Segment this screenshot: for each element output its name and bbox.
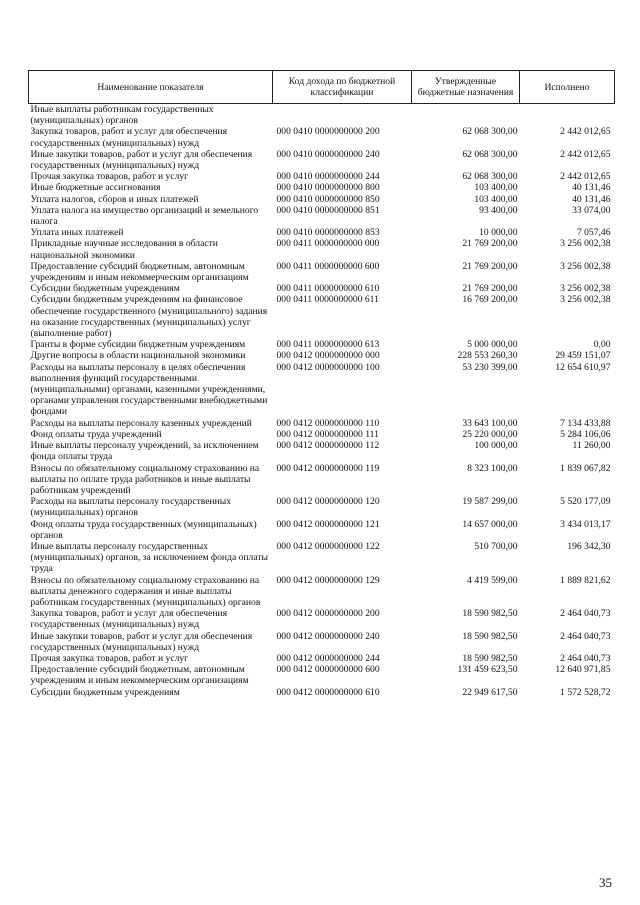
row-approved-amount: 21 769 200,00 <box>462 283 518 295</box>
row-classification-code: 000 0411 0000000000 610 <box>276 283 380 295</box>
row-indicator-name: Уплата налога на имущество организаций и земельного налога <box>30 204 259 228</box>
row-classification-code <box>273 104 412 127</box>
row-approved-amount: 22 949 617,50 <box>462 686 518 698</box>
table-row <box>29 149 615 171</box>
table-body <box>29 104 615 698</box>
table-row <box>29 463 615 497</box>
row-executed-amount: 33 074,00 <box>572 204 611 216</box>
row-executed-amount: 2 464 040,73 <box>560 608 611 620</box>
table-row <box>29 429 615 440</box>
table-row <box>29 664 615 686</box>
table-row <box>29 362 615 418</box>
row-indicator-name: Закупка товаров, работ и услуг для обеспечения государственных (муниципальных) нужд <box>30 126 228 149</box>
row-approved-amount: 510 700,00 <box>474 540 518 552</box>
table-row <box>29 608 615 630</box>
row-indicator-name: Предоставление субсидий бюджетным, автономным учреждениям и иным некоммерческим организациям <box>30 664 249 687</box>
row-classification-code: 000 0412 0000000000 244 <box>276 652 380 664</box>
row-executed-amount: 1 889 821,62 <box>560 574 611 586</box>
row-classification-code: 000 0412 0000000000 129 <box>276 574 380 586</box>
row-classification-code: 000 0412 0000000000 000 <box>276 350 380 362</box>
row-approved-amount: 100 000,00 <box>474 440 518 452</box>
row-approved-amount: 4 419 599,00 <box>467 574 518 586</box>
table-row <box>29 541 615 575</box>
row-approved-amount: 18 590 982,50 <box>462 652 518 664</box>
table-row <box>29 339 615 350</box>
row-executed-amount: 29 459 151,07 <box>555 350 611 362</box>
row-indicator-name: Иные выплаты персоналу государственных (муниципальных) органов, за исключением фонда оплаты труда <box>30 540 268 575</box>
row-executed-amount: 3 256 002,38 <box>560 260 611 272</box>
table-row <box>29 261 615 283</box>
row-classification-code: 000 0410 0000000000 851 <box>276 204 380 216</box>
row-indicator-name: Иные закупки товаров, работ и услуг для обеспечения государственных (муниципальных) нужд <box>30 630 253 653</box>
table-row <box>29 104 615 127</box>
row-executed-amount: 2 464 040,73 <box>560 652 611 664</box>
row-approved-amount: 14 657 000,00 <box>462 518 518 530</box>
row-executed-amount: 40 131,46 <box>572 182 611 194</box>
row-indicator-name: Расходы на выплаты персоналу казенных учреждений <box>30 417 252 429</box>
row-indicator-name: Уплата иных платежей <box>30 227 124 239</box>
row-classification-code: 000 0410 0000000000 200 <box>276 126 380 138</box>
row-approved-amount: 21 769 200,00 <box>462 238 518 250</box>
row-indicator-name: Предоставление субсидий бюджетным, автономным учреждениям и иным некоммерческим организациям <box>30 260 249 284</box>
row-approved-amount <box>412 104 520 127</box>
table-row <box>29 653 615 664</box>
table-row <box>29 171 615 182</box>
table-row <box>29 227 615 238</box>
row-classification-code: 000 0410 0000000000 853 <box>276 227 380 239</box>
row-executed-amount: 3 256 002,38 <box>560 283 611 295</box>
row-classification-code: 000 0412 0000000000 200 <box>276 608 380 620</box>
row-indicator-name: Субсидии бюджетным учреждениям на финансовое обеспечение государственного (муниципального) задания на оказание государственных (муниципальных) услуг (выполнение работ) <box>30 294 268 340</box>
row-classification-code: 000 0411 0000000000 611 <box>276 294 379 306</box>
row-executed-amount: 40 131,46 <box>572 193 611 205</box>
row-classification-code: 000 0410 0000000000 800 <box>276 182 380 194</box>
row-classification-code: 000 0410 0000000000 850 <box>276 193 380 205</box>
row-executed-amount: 5 520 177,09 <box>560 496 611 508</box>
header-executed: Исполнено <box>520 71 615 104</box>
row-approved-amount: 25 220 000,00 <box>462 428 518 440</box>
row-classification-code: 000 0410 0000000000 244 <box>276 171 380 183</box>
row-classification-code: 000 0412 0000000000 119 <box>276 462 380 474</box>
row-executed-amount: 1 572 528,72 <box>560 686 611 698</box>
header-approved-budget: Утвержденные бюджетные назначения <box>412 71 520 104</box>
row-classification-code: 000 0411 0000000000 600 <box>276 260 380 272</box>
row-indicator-name: Прикладные научные исследования в области национальной экономики <box>30 238 218 261</box>
row-indicator-name: Уплата налогов, сборов и иных платежей <box>30 193 199 205</box>
row-classification-code: 000 0412 0000000000 610 <box>276 686 380 698</box>
row-approved-amount: 53 230 399,00 <box>462 361 518 373</box>
row-classification-code: 000 0412 0000000000 120 <box>276 496 380 508</box>
table-header <box>29 71 615 104</box>
row-approved-amount: 62 068 300,00 <box>462 171 518 183</box>
row-classification-code: 000 0412 0000000000 122 <box>276 540 380 552</box>
row-approved-amount: 33 643 100,00 <box>462 417 518 429</box>
table-row <box>29 238 615 260</box>
row-indicator-name: Взносы по обязательному социальному страхованию на выплаты денежного содержания и иные выплаты работникам государственных (муниципальных) органов <box>30 574 261 608</box>
table-row <box>29 283 615 294</box>
row-executed-amount: 0,00 <box>593 339 611 351</box>
header-indicator-name: Наименование показателя <box>29 71 273 104</box>
row-approved-amount: 62 068 300,00 <box>462 126 518 138</box>
row-classification-code: 000 0410 0000000000 240 <box>276 148 380 160</box>
row-indicator-name: Иные выплаты персоналу учреждений, за исключением фонда оплаты труда <box>30 440 259 463</box>
row-approved-amount: 10 000,00 <box>479 227 518 239</box>
row-executed-amount: 196 342,30 <box>567 540 611 552</box>
row-executed-amount: 2 442 012,65 <box>560 126 611 138</box>
row-indicator-name: Закупка товаров, работ и услуг для обеспечения государственных (муниципальных) нужд <box>30 608 228 631</box>
table-row <box>29 294 615 339</box>
row-classification-code: 000 0412 0000000000 112 <box>276 440 380 452</box>
row-indicator-name: Иные закупки товаров, работ и услуг для обеспечения государственных (муниципальных) нужд <box>30 148 253 172</box>
row-indicator-name: Прочая закупка товаров, работ и услуг <box>30 171 189 183</box>
row-classification-code: 000 0412 0000000000 110 <box>276 417 380 429</box>
row-indicator-name: Взносы по обязательному социальному страхованию на выплаты по оплате труда работников и иные выплаты работникам учреждений <box>30 462 260 496</box>
row-classification-code: 000 0412 0000000000 121 <box>276 518 380 530</box>
row-executed-amount: 2 442 012,65 <box>560 148 611 160</box>
row-approved-amount: 131 459 623,50 <box>457 664 518 676</box>
row-approved-amount: 103 400,00 <box>474 182 518 194</box>
row-executed-amount: 2 464 040,73 <box>560 630 611 642</box>
table-row <box>29 126 615 148</box>
row-indicator-name: Иные бюджетные ассигнования <box>30 182 161 194</box>
row-executed-amount: 1 839 067,82 <box>560 462 611 474</box>
row-indicator-name: Субсидии бюджетным учреждениям <box>30 283 180 295</box>
row-executed-amount: 12 640 971,85 <box>555 664 611 676</box>
row-approved-amount: 5 000 000,00 <box>467 339 518 351</box>
row-executed-amount: 5 284 106,06 <box>560 428 611 440</box>
row-approved-amount: 62 068 300,00 <box>462 148 518 160</box>
row-classification-code: 000 0411 0000000000 613 <box>276 339 380 351</box>
row-executed-amount: 3 434 013,17 <box>560 518 611 530</box>
row-executed-amount <box>520 104 615 127</box>
row-classification-code: 000 0412 0000000000 600 <box>276 664 380 676</box>
table-row <box>29 205 615 227</box>
row-indicator-name: Иные выплаты работникам государственных (муниципальных) органов <box>30 104 214 127</box>
row-indicator-name: Другие вопросы в области национальной экономики <box>30 350 246 362</box>
row-executed-amount: 12 654 610,97 <box>555 361 611 373</box>
row-executed-amount: 7 134 433,88 <box>560 417 611 429</box>
table-row <box>29 194 615 205</box>
table-row <box>29 519 615 541</box>
row-approved-amount: 228 553 260,30 <box>457 350 518 362</box>
header-classification-code: Код дохода по бюджетной классификации <box>273 71 412 104</box>
row-approved-amount: 21 769 200,00 <box>462 260 518 272</box>
table-row <box>29 631 615 653</box>
row-classification-code: 000 0412 0000000000 111 <box>276 428 379 440</box>
row-approved-amount: 18 590 982,50 <box>462 630 518 642</box>
row-indicator-name: Расходы на выплаты персоналу государственных (муниципальных) органов <box>30 496 232 519</box>
row-executed-amount: 3 256 002,38 <box>560 238 611 250</box>
row-indicator-name: Прочая закупка товаров, работ и услуг <box>30 652 189 664</box>
row-executed-amount: 2 442 012,65 <box>560 171 611 183</box>
table-row <box>29 575 615 609</box>
row-executed-amount: 7 057,46 <box>576 227 611 239</box>
row-approved-amount: 93 400,00 <box>479 204 518 216</box>
budget-execution-table <box>28 70 615 698</box>
row-indicator-name: Гранты в форме субсидии бюджетным учреждениям <box>30 339 246 351</box>
row-classification-code: 000 0412 0000000000 100 <box>276 361 380 373</box>
row-approved-amount: 19 587 299,00 <box>462 496 518 508</box>
row-classification-code: 000 0412 0000000000 240 <box>276 630 380 642</box>
table-row <box>29 350 615 361</box>
row-executed-amount: 3 256 002,38 <box>560 294 611 306</box>
row-classification-code: 000 0411 0000000000 000 <box>276 238 380 250</box>
page-number: 35 <box>599 875 612 890</box>
table-row <box>29 687 615 698</box>
table-row <box>29 496 615 518</box>
row-indicator-name: Фонд оплаты труда учреждений <box>30 428 162 440</box>
row-approved-amount: 103 400,00 <box>474 193 518 205</box>
table-row <box>29 440 615 462</box>
row-approved-amount: 8 323 100,00 <box>467 462 518 474</box>
row-indicator-name: Фонд оплаты труда государственных (муниципальных) органов <box>30 518 257 541</box>
row-indicator-name: Расходы на выплаты персоналу в целях обеспечения выполнения функций государственными (муниципальными) органами, казенными учреждениями, органами управления государственными внебюджетными фондами <box>30 361 268 418</box>
row-approved-amount: 18 590 982,50 <box>462 608 518 620</box>
row-approved-amount: 16 769 200,00 <box>462 294 518 306</box>
table-row <box>29 418 615 429</box>
table-row <box>29 182 615 193</box>
row-executed-amount: 11 260,00 <box>572 440 611 452</box>
row-indicator-name: Субсидии бюджетным учреждениям <box>30 686 180 698</box>
